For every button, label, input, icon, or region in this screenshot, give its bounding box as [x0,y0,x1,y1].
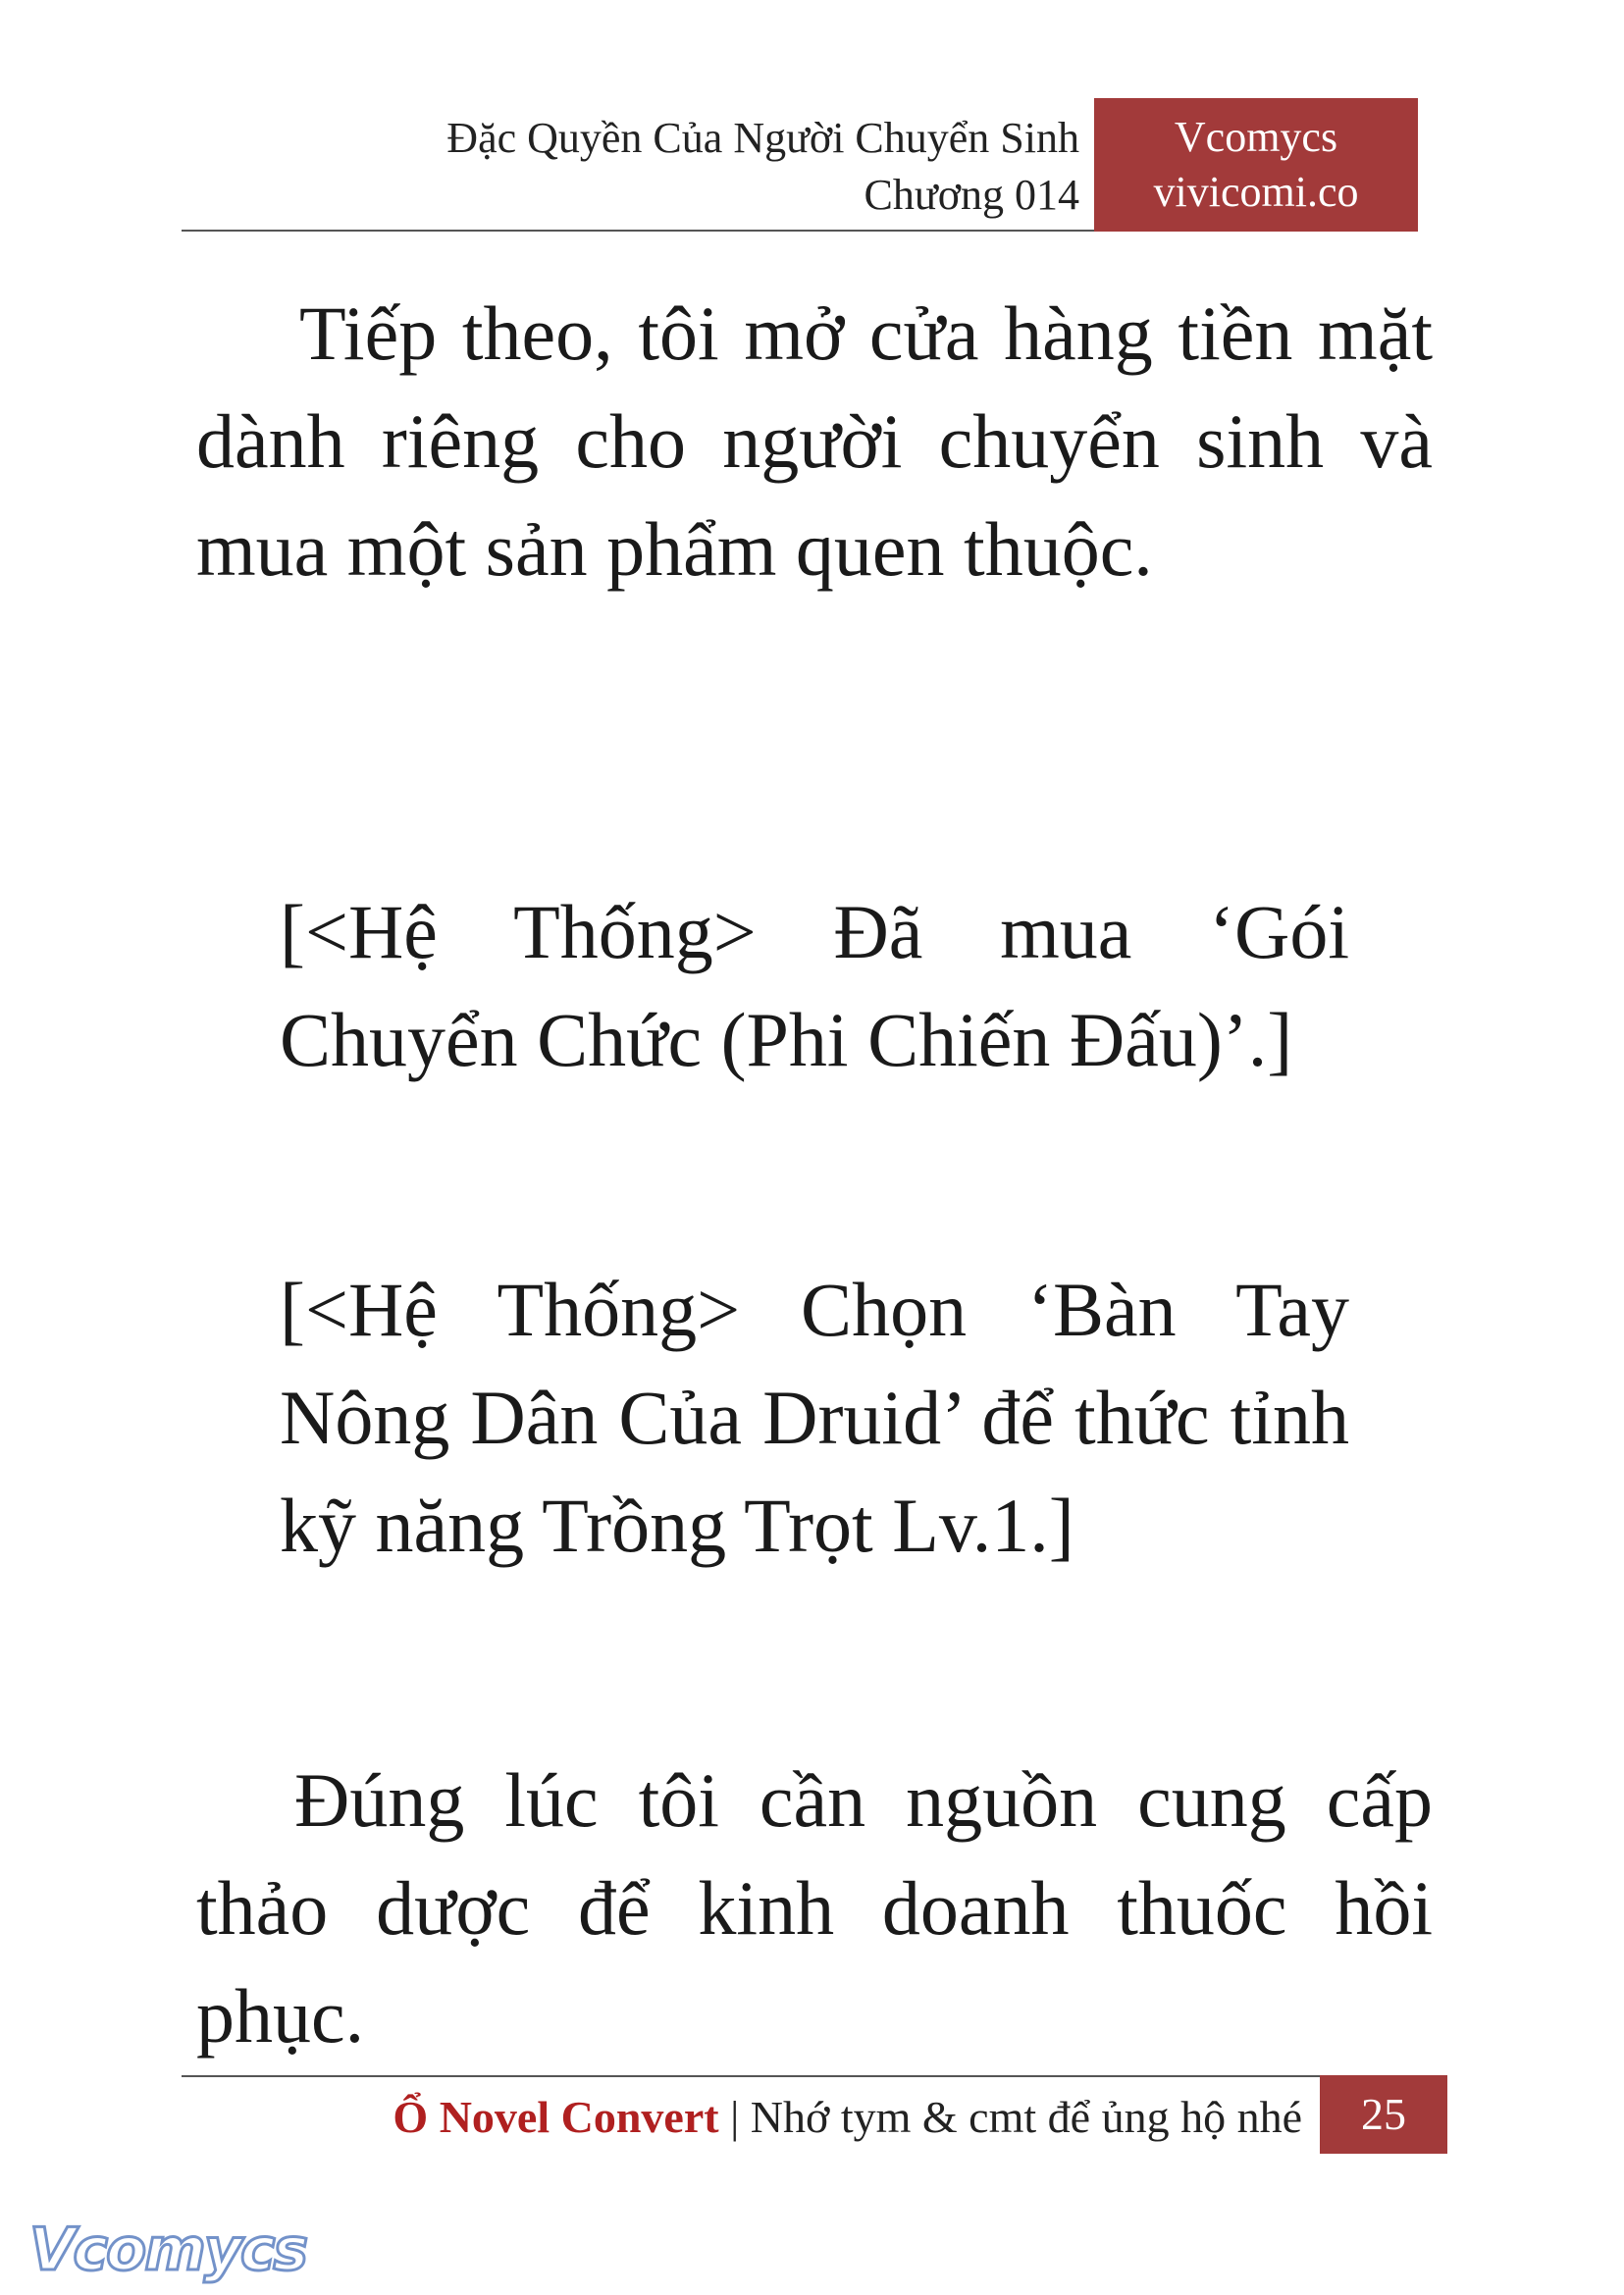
paragraph-text: Đúng lúc tôi cần nguồn cung cấp thảo dược để kinh doanh thuốc hồi phục. [196,1757,1433,2059]
footer-divider [182,2075,1320,2077]
brand-badge [1094,98,1418,232]
paragraph-1 [196,280,1433,603]
book-title: Đặc Quyền Của Người Chuyển Sinh [446,114,1079,162]
page-footer [393,2088,1302,2147]
system-message-1 [280,878,1349,1094]
brand-name: Vcomycs [1174,113,1338,161]
system-message-2 [280,1256,1349,1580]
header-divider [182,230,1094,232]
page-number: 25 [1320,2075,1447,2154]
page-header [446,110,1079,224]
paragraph-text: Tiếp theo, tôi mở cửa hàng tiền mặt dành riêng cho người chuyển sinh và mua một sản phẩm quen thuộc. [196,290,1433,592]
system-message-text: [<Hệ Thống> Đã mua ‘Gói Chuyển Chức (Phi Chiến Đấu)’.] [280,889,1349,1082]
system-message-text: [<Hệ Thống> Chọn ‘Bàn Tay Nông Dân Của Druid’ để thức tỉnh kỹ năng Trồng Trọt Lv.1.] [280,1267,1349,1568]
watermark-logo: Vcomycs [29,2216,307,2284]
paragraph-2 [196,1747,1433,2070]
footer-brand: Ổ Novel Convert [393,2092,719,2142]
brand-site: vivicomi.co [1153,168,1359,216]
chapter-label: Chương 014 [864,171,1079,219]
footer-separator: | [718,2092,751,2142]
footer-message: Nhớ tym & cmt để ủng hộ nhé [750,2092,1302,2142]
